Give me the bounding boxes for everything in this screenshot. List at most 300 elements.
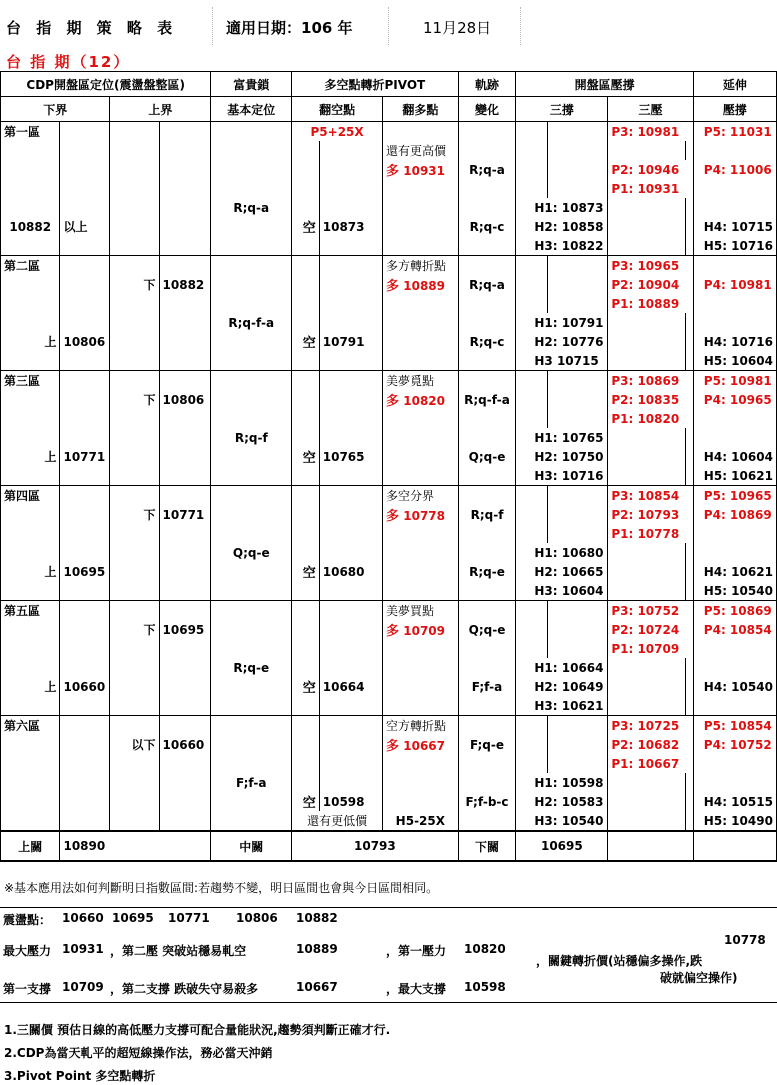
cell-j [516, 390, 548, 409]
first-support-value: 10709 [62, 980, 104, 994]
second-support-text: ，第二支撐 跌破失守易殺多 [110, 982, 259, 996]
cell-c [110, 792, 159, 811]
cell-b [60, 620, 110, 639]
extend-value [693, 428, 776, 447]
table-row [1, 236, 777, 256]
cell-e [211, 677, 292, 696]
flip-long-cell [383, 505, 459, 524]
cell-d [159, 332, 211, 351]
zone-label: 第六區 [1, 716, 60, 736]
table-row [1, 543, 777, 562]
cell-g [319, 390, 382, 409]
cell-i [458, 122, 516, 142]
track-change: F;f-b-c [458, 792, 516, 811]
cell-e [211, 256, 292, 276]
cell-b [60, 505, 110, 524]
pressure-value: P2: 10724 [608, 620, 693, 639]
zone-label: 第四區 [1, 486, 60, 506]
flip-long-cell [383, 620, 459, 639]
cell-c [110, 773, 159, 792]
extend-value: H4: 10621 [693, 562, 776, 581]
table-row [1, 773, 777, 792]
cell-f [292, 198, 320, 217]
extend-value: H4: 10716 [693, 332, 776, 351]
cell-d [159, 754, 211, 773]
cell-e [211, 332, 292, 351]
cell-c [110, 543, 159, 562]
cell-l [608, 447, 685, 466]
footer-notes [0, 1010, 777, 1085]
cell-i [458, 524, 516, 543]
cell-g [319, 620, 382, 639]
cell-d [159, 696, 211, 716]
header-basic: 基本定位 [211, 97, 292, 122]
cell-a [1, 524, 60, 543]
cell-k [548, 409, 608, 428]
table-row [1, 141, 777, 160]
cell-h [383, 773, 459, 792]
zone-label: 第三區 [1, 371, 60, 391]
cell-e [211, 371, 292, 391]
cell-f [292, 601, 320, 621]
cell-h [383, 696, 459, 716]
cell-a [1, 754, 60, 773]
pressure-value: P3: 10752 [608, 601, 693, 621]
pivot-row [1, 831, 777, 861]
short-mark: 空 [302, 336, 316, 351]
cell-a [1, 198, 60, 217]
header-s3: 三撐 [516, 97, 608, 122]
cell-a [1, 639, 60, 658]
extend-value: H4: 10715 [693, 217, 776, 236]
cell-d [159, 716, 211, 736]
cell-j [516, 716, 548, 736]
basic-position: R;q-a [211, 198, 292, 217]
cell-g [319, 696, 382, 716]
cell-m [685, 658, 693, 677]
cell-e [211, 562, 292, 581]
cell-c [110, 466, 159, 486]
cell-b [60, 543, 110, 562]
max-pressure-label: 最大壓力 [3, 944, 52, 958]
second-pressure-text: ，第二壓 突破站穩易軋空 [110, 944, 247, 958]
bound-value: 10695 [60, 562, 110, 581]
cell-e [211, 581, 292, 601]
cell-f [292, 639, 320, 658]
support-value: H2: 10649 [516, 677, 608, 696]
cell-h [383, 639, 459, 658]
cell-g [319, 543, 382, 562]
cell-j [516, 735, 548, 754]
cell-m [685, 581, 693, 601]
cell-i [458, 811, 516, 831]
cell-j [516, 639, 548, 658]
cell-k [548, 179, 608, 198]
extend-value [693, 696, 776, 716]
key-text: ，關鍵轉折價(站穩偏多操作,跌 [536, 954, 703, 968]
cell-f [292, 581, 320, 601]
cell-l [608, 428, 685, 447]
cell-a [1, 620, 60, 639]
cell-j [516, 409, 548, 428]
pressure-value: P2: 10904 [608, 275, 693, 294]
cell-f [292, 658, 320, 677]
support-value: H2: 10750 [516, 447, 608, 466]
cell-d [159, 524, 211, 543]
lower-bound: 10882 [1, 217, 60, 236]
cell-m [685, 773, 693, 792]
flip-long-label: 還有更高價 [383, 141, 459, 160]
pressure-value: P3: 10965 [608, 256, 693, 276]
pressure-value: P1: 10931 [608, 179, 693, 198]
cell-j [516, 275, 548, 294]
table-row [1, 466, 777, 486]
cell-c [110, 811, 159, 831]
cell-b [60, 236, 110, 256]
lower-mark: 下 [110, 275, 159, 294]
track-change: F;q-e [458, 735, 516, 754]
cell-c [110, 428, 159, 447]
cell-d [159, 409, 211, 428]
cell-b [60, 754, 110, 773]
extend-value [693, 773, 776, 792]
cell-d [159, 351, 211, 371]
flip-long-value: 10889 [403, 279, 445, 293]
cell-l [608, 332, 685, 351]
flip-long-label: 美夢買點 [383, 601, 459, 621]
cell-a [1, 543, 60, 562]
table-row [1, 351, 777, 371]
max-support-value: 10598 [464, 980, 506, 994]
extend-value: P4: 10752 [693, 735, 776, 754]
cell-f [292, 390, 320, 409]
cell-d [159, 486, 211, 506]
cell-c [110, 179, 159, 198]
cell-b [60, 524, 110, 543]
upper-bound-value: 10771 [159, 505, 211, 524]
cell-j [516, 486, 548, 506]
cell-g [319, 428, 382, 447]
long-mark: 多 [386, 509, 400, 524]
track-change: Q;q-e [458, 447, 516, 466]
cell-k [548, 275, 608, 294]
track-change: R;q-f-a [458, 390, 516, 409]
cell-i [458, 409, 516, 428]
flip-short-value: 10791 [319, 332, 382, 351]
cell-i [458, 543, 516, 562]
cell-l [608, 696, 685, 716]
cell-g [319, 275, 382, 294]
support-value: H1: 10680 [516, 543, 608, 562]
cell-h [383, 409, 459, 428]
support-value: H2: 10776 [516, 332, 608, 351]
cell-e [211, 409, 292, 428]
cell-l [608, 217, 685, 236]
cell-k [548, 294, 608, 313]
table-row [1, 160, 777, 179]
cell-j [516, 294, 548, 313]
cell-g [319, 486, 382, 506]
cell-d [159, 581, 211, 601]
table-row [1, 313, 777, 332]
cell-f [292, 735, 320, 754]
cell-l [608, 677, 685, 696]
mid-pivot-label: 中關 [211, 831, 292, 861]
cell-m [685, 332, 693, 351]
cell-c [110, 236, 159, 256]
cell-d [159, 256, 211, 276]
date-label: 適用日期：106 年 [226, 19, 353, 37]
cell-b [60, 198, 110, 217]
cell-d [159, 447, 211, 466]
cell-e [211, 294, 292, 313]
table-row [1, 639, 777, 658]
cell-l [608, 811, 685, 831]
extend-value [693, 639, 776, 658]
lower-pivot-value: 10695 [516, 831, 608, 861]
short-mark: 空 [302, 566, 316, 581]
lower-mark: 下 [110, 505, 159, 524]
upper-bound-value: 10806 [159, 390, 211, 409]
header-flip-short: 翻空點 [292, 97, 383, 122]
cell-m [685, 313, 693, 332]
cell-i [458, 198, 516, 217]
cell-c [110, 486, 159, 506]
cell-e [211, 447, 292, 466]
cell-f [292, 543, 320, 562]
cell-e [211, 390, 292, 409]
cell-k [548, 122, 608, 142]
cell-i [458, 716, 516, 736]
cell-b [60, 141, 110, 160]
cell-d [159, 179, 211, 198]
support-value: H2: 10858 [516, 217, 608, 236]
cell-j [516, 160, 548, 179]
cell-k [548, 716, 608, 736]
table-row [1, 581, 777, 601]
basic-position: R;q-f-a [211, 313, 292, 332]
table-row [1, 792, 777, 811]
cell-d [159, 601, 211, 621]
cell-k [548, 371, 608, 391]
osc-value: 10695 [112, 911, 154, 925]
cell-f [292, 466, 320, 486]
cell-b [60, 428, 110, 447]
cell-i [458, 294, 516, 313]
cell-e [211, 792, 292, 811]
cell-k [548, 754, 608, 773]
cell-a [1, 236, 60, 256]
osc-value: 10660 [62, 911, 104, 925]
cell-g [319, 160, 382, 179]
cell-j [516, 256, 548, 276]
short-mark: 空 [302, 451, 316, 466]
first-pressure-label: ，第一壓力 [386, 944, 447, 958]
short-mark-cell [292, 332, 320, 351]
cell-m [685, 466, 693, 486]
cell-d [159, 236, 211, 256]
flip-long-cell [383, 390, 459, 409]
extend-value: P4: 10965 [693, 390, 776, 409]
cell-h [383, 313, 459, 332]
cell-i [458, 466, 516, 486]
flip-long-cell [383, 735, 459, 754]
cell-b [60, 390, 110, 409]
cell-b [60, 696, 110, 716]
cell-a [1, 294, 60, 313]
cell-b [60, 581, 110, 601]
extend-value: H5: 10490 [693, 811, 776, 831]
cell-h [383, 524, 459, 543]
table-row [1, 658, 777, 677]
cell-c [110, 409, 159, 428]
cell-e [211, 179, 292, 198]
short-mark: 空 [302, 681, 316, 696]
short-mark-cell [292, 792, 320, 811]
pressure-value: P3: 10725 [608, 716, 693, 736]
cell-j [516, 179, 548, 198]
cell-m [685, 428, 693, 447]
upper-bound-value: 10660 [159, 735, 211, 754]
cell-c [110, 122, 159, 142]
header-upper: 上界 [110, 97, 211, 122]
cell-b [60, 658, 110, 677]
header-extend: 延伸 [693, 72, 776, 97]
cell-m [685, 792, 693, 811]
header-pivot: 多空點轉折PIVOT [292, 72, 459, 97]
cell-f [292, 275, 320, 294]
cell-b [60, 639, 110, 658]
cell-l [608, 466, 685, 486]
cell-f [292, 620, 320, 639]
cell-a [1, 735, 60, 754]
cell-c [110, 696, 159, 716]
cell-g [319, 524, 382, 543]
cell-m [685, 217, 693, 236]
zone-label: 第五區 [1, 601, 60, 621]
cell-e [211, 275, 292, 294]
cell-d [159, 773, 211, 792]
cell-g [319, 581, 382, 601]
cell-e [211, 754, 292, 773]
cell-c [110, 160, 159, 179]
mid-pivot-value: 10793 [292, 831, 459, 861]
cell-l [608, 562, 685, 581]
cell-m [685, 811, 693, 831]
upper-mark: 上 [1, 447, 60, 466]
extend-value [693, 256, 776, 276]
flip-short-value: 10680 [319, 562, 382, 581]
date-value: 11月28日 [423, 19, 492, 37]
support-value: H3: 10604 [516, 581, 608, 601]
extend-value: P5: 11031 [693, 122, 776, 142]
cell-g [319, 658, 382, 677]
cell-h [383, 122, 459, 142]
footer-line: 2.CDP為當天軋平的超短線操作法，務必當天沖銷 [4, 1046, 273, 1060]
cell-e [211, 524, 292, 543]
lower-pivot-label: 下關 [458, 831, 516, 861]
cell-i [458, 371, 516, 391]
flip-long-label: H5-25X [383, 811, 459, 831]
cell-k [548, 639, 608, 658]
cell-g [319, 716, 382, 736]
zone-label: 第二區 [1, 256, 60, 276]
cell-d [159, 160, 211, 179]
first-support-label: 第一支撐 [3, 982, 52, 996]
extend-value [693, 179, 776, 198]
page-title: 台 指 期 策 略 表 [6, 19, 178, 37]
cell-e [211, 601, 292, 621]
cell-i [458, 696, 516, 716]
cell-g [319, 313, 382, 332]
cell-m [685, 141, 693, 160]
cell-g [319, 601, 382, 621]
cell-l [608, 141, 685, 160]
cell-d [159, 639, 211, 658]
pressure-value: P2: 10946 [608, 160, 693, 179]
cell-c [110, 332, 159, 351]
flip-short-value: 10664 [319, 677, 382, 696]
cell-g [319, 141, 382, 160]
pressure-value: P3: 10869 [608, 371, 693, 391]
cell-d [159, 658, 211, 677]
cell-c [110, 658, 159, 677]
cell-f [292, 486, 320, 506]
cell-m [685, 677, 693, 696]
cell-e [211, 639, 292, 658]
cell-f [292, 754, 320, 773]
header-p3: 三壓 [608, 97, 693, 122]
short-mark-cell [292, 217, 320, 236]
cell-f [292, 179, 320, 198]
basic-position: R;q-e [211, 658, 292, 677]
cell-g [319, 256, 382, 276]
cell-c [110, 141, 159, 160]
cell-d [159, 198, 211, 217]
cell-g [319, 198, 382, 217]
upper-bound-value: 10882 [159, 275, 211, 294]
cell-b [60, 409, 110, 428]
cell-a [1, 390, 60, 409]
table-row [1, 735, 777, 754]
bound-value: 10806 [60, 332, 110, 351]
strategy-table [0, 71, 777, 862]
cell-b [60, 716, 110, 736]
table-row [1, 122, 777, 142]
pressure-value: P3: 10981 [608, 122, 693, 142]
table-row [1, 505, 777, 524]
flip-long-value: 10820 [403, 394, 445, 408]
cell-a [1, 313, 60, 332]
cell-h [383, 428, 459, 447]
cell-a [1, 505, 60, 524]
cell-f [292, 409, 320, 428]
cell-b [60, 160, 110, 179]
title-bar [0, 0, 777, 70]
cell-j [516, 371, 548, 391]
cell-d [159, 811, 211, 831]
table-row [1, 198, 777, 217]
upper-mark: 上 [1, 562, 60, 581]
bound-value: 10660 [60, 677, 110, 696]
table-row [1, 447, 777, 466]
cell-e [211, 236, 292, 256]
cell-c [110, 601, 159, 621]
cell-a [1, 792, 60, 811]
cell-i [458, 601, 516, 621]
cell-a [1, 179, 60, 198]
flip-long-label: 美夢覓點 [383, 371, 459, 391]
